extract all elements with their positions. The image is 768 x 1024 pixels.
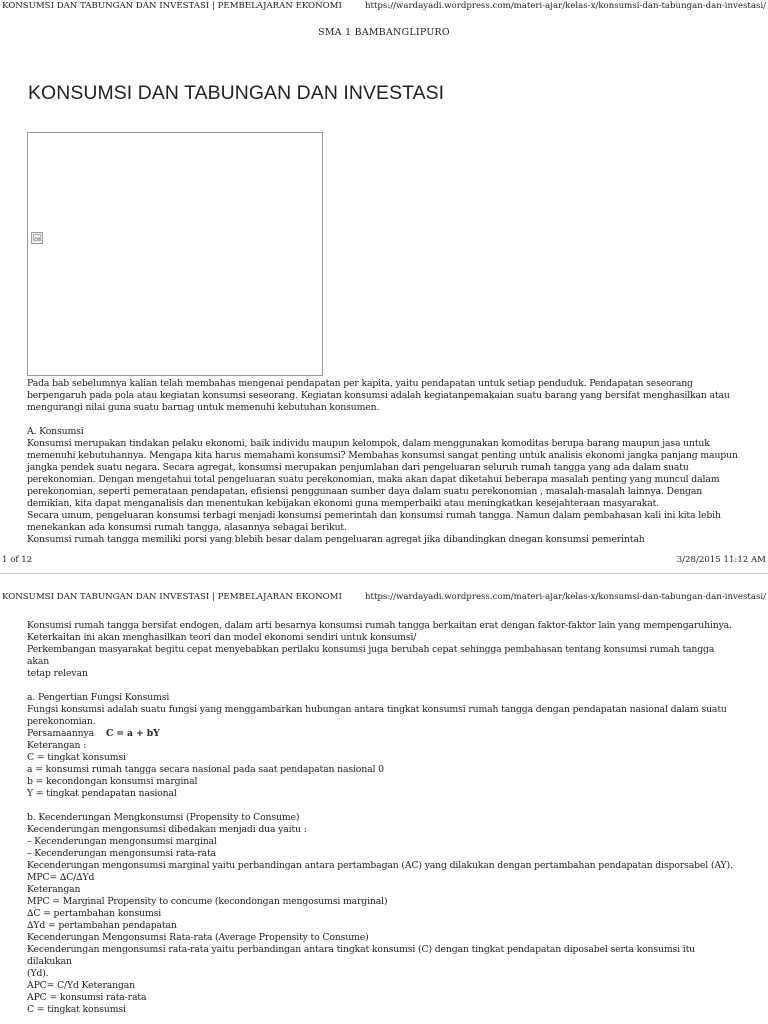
line-text: (Yd). [27,968,49,979]
page1-header-url[interactable]: https://wardayadi.wordpress.com/materi-ajar/kelas-x/konsumsi-dan-tabungan-dan-investasi/ [364,1,766,11]
paragraph-line [27,632,739,644]
line-text: Kecenderungan mengonsumsi rata-rata yaitu perbandingan antara tingkat konsumsi (C) dengan tingkat pendapatan diposabel serta konsumsi itu dilakukan [27,944,696,967]
paragraph-line: menekankan ada konsumsi rumah tangga, alasannya sebagai berikut. [27,522,347,533]
line-text: – Kecenderungan mengonsumsi rata-rata [27,848,217,859]
paragraph-line [27,788,739,800]
print-timestamp: 3/28/2015 11:12 AM [676,555,766,565]
page1-header-title: KONSUMSI DAN TABUNGAN DAN INVESTASI | PEMBELAJARAN EKONOMI [2,1,342,11]
line-text: a = konsumsi rumah tangga secara nasional pada saat pendapatan nasional 0 [27,764,384,775]
broken-image-icon [31,232,43,244]
line-text: Keterangan : [27,740,87,751]
paragraph-line [27,644,739,668]
line-text: Kecenderungan mengonsumsi dibedakan menjadi dua yaitu : [27,824,307,835]
line-text: – Kecenderungan mengonsumsi marginal [27,836,217,847]
line-text: APC= C/Yd Keterangan [27,980,136,991]
page-separator [0,573,768,574]
line-text: MPC = Marginal Propensity to concume (kecondongan mengosumsi marginal) [27,896,388,907]
page2-header [0,591,768,603]
paragraph-line [27,1004,739,1016]
page-title: KONSUMSI DAN TABUNGAN DAN INVESTASI [28,82,445,104]
paragraph-line [27,812,739,824]
paragraph-line [27,668,739,680]
line-text: Persamaannya [27,728,94,739]
paragraph-line: perekonomian, seperti pemerataan pendapatan, efisiensi penggunaan sumber daya dalam suatu perekonomian , masalah-masalah lainnya. Dengan [27,486,703,497]
paragraph-line: Konsumsi rumah tangga memiliki porsi yang blebih besar dalam pengeluaran agregat jika dibandingkan dnegan konsumsi pemerintah [27,534,645,545]
line-text: MPC= ∆C/∆Yd [27,872,95,883]
page-number: 1 of 12 [2,555,33,565]
paragraph-line [27,620,739,632]
paragraph-line [27,740,739,752]
paragraph-line [27,848,739,860]
line-text: b. Kecenderungan Mengkonsumsi (Propensity to Consume) [27,812,300,823]
line-text: a. Pengertian Fungsi Konsumsi [27,692,170,703]
line-text: ∆C = pertambahan konsumsi [27,908,162,919]
paragraph-line [27,920,739,932]
page1-footer [0,554,768,566]
line-text: Keterkaitan ini akan menghasilkan teori dan model ekonomi sendiri untuk konsumsi/ [27,632,417,643]
line-text: Konsumsi rumah tangga bersifat endogen, dalam arti besarnya konsumsi rumah tangga berkaitan erat dengan faktor-faktor lain yang mempengaruhinya. [27,620,732,631]
paragraph-line [27,716,739,728]
line-text: ∆Yd = pertambahan pendapatan [27,920,177,931]
paragraph-line [27,728,739,740]
paragraph-line: jangka pendek suatu negara. Secara agregat, konsumsi merupakan penjumlahan dari pengeluaran seluruh rumah tangga yang ada dalam suatu [27,462,689,473]
paragraph-line: Secara umum, pengeluaran konsumsi terbagi menjadi konsumsi pemerintah dan konsumsi rumah tangga. Namun dalam pembahasan kali ini kita lebih [27,510,721,521]
paragraph-line [27,836,739,848]
page2-header-title: KONSUMSI DAN TABUNGAN DAN INVESTASI | PEMBELAJARAN EKONOMI [2,592,342,602]
line-text: Keterangan [27,884,81,895]
paragraph-line [27,992,739,1004]
paragraph-line [27,776,739,788]
paragraph-line: berpengaruh pada pola atau kegiatan konsumsi seseorang. Kegiatan konsumsi adalah kegiatanpemakaian suatu barang yang bersifat menghasilkan atau [27,390,730,401]
paragraph-line: Konsumsi merupakan tindakan pelaku ekonomi, baik individu maupun kelompok, dalam menggunakan komoditas berupa barang maupun jasa untuk [27,438,710,449]
line-text: Kecenderungan mengonsumsi marginal yaitu perbandingan antara pertambagan (AC) yang dilakukan dengan pertambahan pendapatan disporsabel (AY). [27,860,733,871]
line-text: tetap relevan [27,668,88,679]
paragraph-line [27,896,739,908]
paragraph-line [27,692,739,704]
page1-body [27,378,739,546]
paragraph-line: mengurangi nilai guna suatu barnag untuk memenuhi kebutuhan konsumen. [27,402,380,413]
paragraph-line [27,944,739,968]
paragraph-line [27,872,739,884]
line-text: C = tingkat konsumsi [27,1004,126,1015]
line-text: Perkembangan masyarakat begitu cepat menyebabkan perilaku konsumsi juga berubah cepat sehingga pembahasan tentang konsumsi rumah tangga akan [27,644,715,667]
line-text: Y = tingkat pendapatan nasional [27,788,177,799]
blank-line [27,414,739,426]
page2-header-url[interactable]: https://wardayadi.wordpress.com/materi-ajar/kelas-x/konsumsi-dan-tabungan-dan-investasi/ [364,592,766,602]
paragraph-line [27,884,739,896]
blank-line [27,680,739,692]
paragraph-line [27,908,739,920]
page1-header [0,0,768,12]
image-placeholder [27,132,323,376]
paragraph-line [27,764,739,776]
paragraph-line: Pada bab sebelumnya kalian telah membahas mengenai pendapatan per kapita, yaitu pendapatan untuk setiap penduduk. Pendapatan seseorang [27,378,693,389]
paragraph-line: A. Konsumsi [27,426,84,437]
paragraph-line [27,968,739,980]
line-text: perekonomian. [27,716,96,727]
paragraph-line [27,980,739,992]
site-name[interactable]: SMA 1 BAMBANGLIPURO [318,27,450,38]
line-text: Fungsi konsumsi adalah suatu fungsi yang menggambarkan hubungan antara tingkat konsumsi rumah tangga dengan pendapatan nasional dalam suatu [27,704,727,715]
paragraph-line: perekonomian. Dengan mengetahui total pengeluaran suatu perekonomian, maka akan dapat diketahui beberapa masalah penting yang muncul dalam [27,474,720,485]
line-text: C = tingkat konsumsi [27,752,126,763]
paragraph-line [27,704,739,716]
line-text: APC = konsumsi rata-rata [27,992,147,1003]
paragraph-line: memenuhi kebutuhannya. Mengapa kita harus memahami konsumsi? Membahas konsumsi sangat penting untuk analisis ekonomi jangka panjang maupun [27,450,738,461]
paragraph-line: demikian, kita dapat menganalisis dan menentukan kebijakan ekonomi guna memperbaiki atau meningkatkan kesejahteraan masyarakat. [27,498,660,509]
paragraph-line [27,752,739,764]
consumption-equation: C = a + bY [105,728,160,739]
paragraph-line [27,932,739,944]
blank-line [27,800,739,812]
paragraph-line [27,860,739,872]
paragraph-line [27,824,739,836]
page2-body [27,620,739,1016]
line-text: Kecenderungan Mengonsumsi Rata-rata (Average Propensity to Consume) [27,932,369,943]
line-text: b = kecondongan konsumsi marginal [27,776,198,787]
